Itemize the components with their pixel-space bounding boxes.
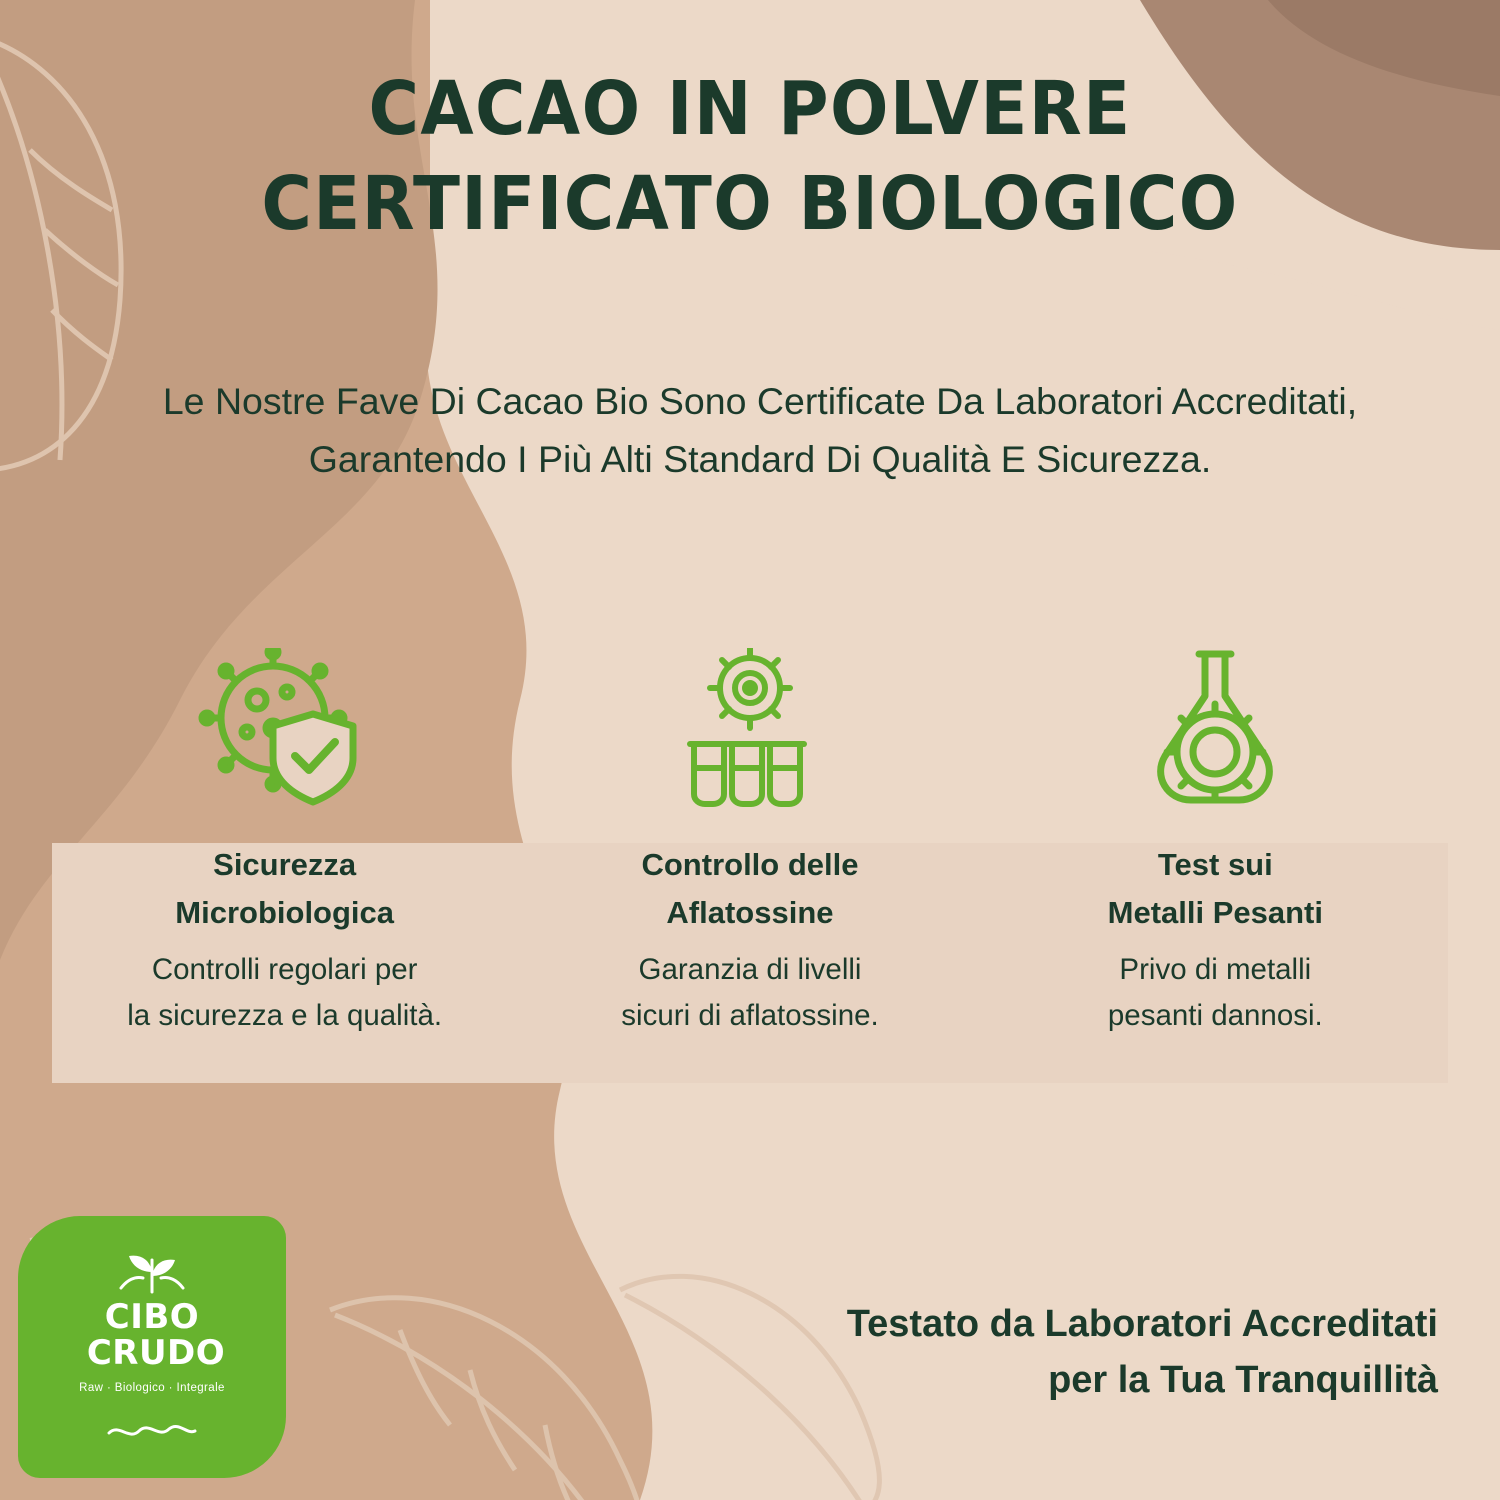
- feature-title-line-1: Test sui: [1157, 847, 1273, 882]
- intro-paragraph: Le Nostre Fave Di Cacao Bio Sono Certificate Da Laboratori Accreditati, Garantendo I Più Alti Standard Di Qualità E Sicurezza.: [162, 380, 1358, 481]
- feature-desc-line-1: Privo di metalli: [1119, 953, 1312, 987]
- feature-item-microbiological: [52, 640, 517, 1100]
- title-line-1: CACAO IN POLVERE: [368, 66, 1132, 152]
- feature-title-line-2: Microbiologica: [175, 895, 395, 931]
- feature-title-line-2: Metalli Pesanti: [1107, 895, 1323, 931]
- logo-name-part2: CRUDO: [86, 1333, 226, 1373]
- feature-desc-line-1: Controlli regolari per: [151, 953, 418, 987]
- brand-logo: [18, 1216, 286, 1478]
- feature-title: [175, 841, 394, 937]
- feature-title: [1108, 841, 1323, 937]
- feature-title-line-1: Sicurezza: [213, 847, 357, 882]
- footer-line-1: Testato da Laboratori Accreditati: [846, 1302, 1438, 1345]
- vials-test-icon: [660, 640, 840, 825]
- feature-desc-line-2: la sicurezza e la qualità.: [127, 998, 443, 1032]
- feature-description: [621, 947, 878, 1038]
- feature-title: [641, 841, 858, 937]
- feature-description: [1108, 947, 1323, 1038]
- feature-item-aflatoxins: [517, 640, 982, 1100]
- feature-desc-line-2: pesanti dannosi.: [1107, 998, 1323, 1032]
- page-title: [0, 62, 1500, 251]
- logo-wordmark: [79, 1297, 226, 1373]
- footer-line-2: per la Tua Tranquillità: [1048, 1358, 1438, 1401]
- microbe-shield-check-icon: [195, 640, 375, 825]
- feature-list: [52, 640, 1448, 1100]
- feature-description: [127, 947, 442, 1038]
- feature-desc-line-2: sicuri di aflatossine.: [621, 998, 879, 1032]
- feature-title-line-2: Aflatossine: [666, 895, 834, 931]
- feature-desc-line-1: Garanzia di livelli: [638, 953, 862, 987]
- title-line-2: CERTIFICATO BIOLOGICO: [261, 160, 1239, 247]
- feature-item-heavy-metals: [983, 640, 1448, 1100]
- logo-name-part1: CIBO: [104, 1297, 200, 1338]
- wave-icon: [107, 1423, 197, 1444]
- logo-tagline: Raw · Biologico · Integrale: [79, 1381, 225, 1394]
- leaf-icon: [117, 1250, 187, 1299]
- feature-title-line-1: Controllo delle: [641, 847, 859, 882]
- flask-gear-icon: [1125, 640, 1305, 825]
- footer-claim: [538, 1296, 1438, 1408]
